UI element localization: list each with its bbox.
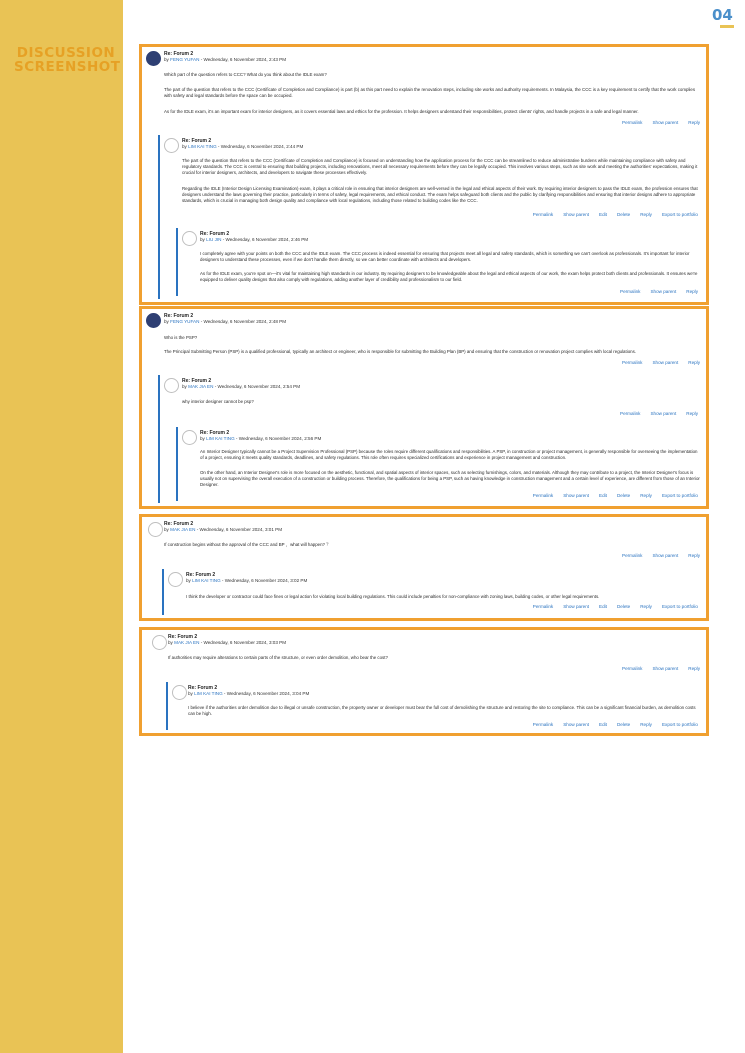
avatar xyxy=(182,430,197,445)
post-date: - Wednesday, 6 November 2024, 3:02 PM xyxy=(220,578,308,583)
post-title: Re: Forum 2 xyxy=(200,430,230,436)
delete-link[interactable]: Delete xyxy=(616,493,631,498)
by-label: by xyxy=(182,384,187,389)
post-date: - Wednesday, 6 November 2024, 2:48 PM xyxy=(199,319,287,324)
post-date: - Wednesday, 6 November 2024, 2:46 PM xyxy=(221,237,309,242)
author-link[interactable]: LIM KAI TING xyxy=(188,144,217,149)
avatar xyxy=(164,378,179,393)
post-mak-jia-en-303 xyxy=(142,630,706,733)
show-parent-link[interactable]: Show parent xyxy=(563,212,590,217)
post-actions xyxy=(523,212,698,218)
post-actions xyxy=(612,666,700,672)
permalink-link[interactable]: Permalink xyxy=(622,120,643,125)
reply-link[interactable]: Reply xyxy=(686,289,698,294)
side-title: DISCUSSION SCREENSHOT xyxy=(14,45,121,75)
show-parent-link[interactable]: Show parent xyxy=(650,411,677,416)
post-paragraph: If construction begins without the approval of the CCC and BP ，what will happen? ？ xyxy=(164,542,331,547)
author-link[interactable]: LIM KAI TING xyxy=(192,578,221,583)
post-byline xyxy=(200,436,321,442)
author-link[interactable]: LIM KAI TING xyxy=(194,691,223,696)
post-date: - Wednesday, 6 November 2024, 2:54 PM xyxy=(213,384,301,389)
avatar xyxy=(164,138,179,153)
post-byline xyxy=(164,527,282,533)
by-label: by xyxy=(186,578,191,583)
edit-link[interactable]: Edit xyxy=(599,722,607,727)
show-parent-link[interactable]: Show parent xyxy=(650,289,677,294)
post-byline xyxy=(200,237,308,243)
permalink-link[interactable]: Permalink xyxy=(532,493,554,498)
avatar xyxy=(148,522,163,537)
show-parent-link[interactable]: Show parent xyxy=(563,493,590,498)
avatar xyxy=(172,685,187,700)
export-to-portfolio-link[interactable]: Export to portfolio xyxy=(661,493,698,498)
by-label: by xyxy=(168,640,173,645)
post-paragraph: On the other hand, an Interior Designer's role is more focused on the aesthetic, functional, and spatial aspects of interior spaces, such as selecting furnishings, colors, and materials. Although they may contribute to a project, the Interior Designer's focus is usually not on supervising the overall execution of a construction or building process. Therefore, the qualifications for being a PSP, such as having knowledge in construction management and a certain level of experience, are different from those of an Interior Designer. xyxy=(200,470,700,488)
show-parent-link[interactable]: Show parent xyxy=(652,666,679,671)
show-parent-link[interactable]: Show parent xyxy=(652,360,679,365)
by-label: by xyxy=(164,319,169,324)
post-paragraph: The part of the question that refers to the CCC (Certificate of Completion and Compliance) is focused on understanding how the application process for the CCC can be streamlined to reduce administrative burdens while maintaining compliance with safety and regulatory standards. The CCC is central to ensuring that building projects, including renovations, meet all necessary requirements before they can be legally occupied. This involves various steps, such as site work and meeting the authorities' expectations, making it crucial for interior designers, architects, and developers to navigate these processes effectively. xyxy=(182,158,698,176)
permalink-link[interactable]: Permalink xyxy=(532,722,554,727)
post-liu-jin-246 xyxy=(176,228,702,296)
show-parent-link[interactable]: Show parent xyxy=(652,553,679,558)
reply-link[interactable]: Reply xyxy=(688,120,700,125)
post-title: Re: Forum 2 xyxy=(182,138,212,144)
show-parent-link[interactable]: Show parent xyxy=(563,722,590,727)
avatar xyxy=(152,635,167,650)
post-title: Re: Forum 2 xyxy=(200,231,230,237)
permalink-link[interactable]: Permalink xyxy=(532,604,554,609)
author-link[interactable]: LIU JIN xyxy=(206,237,222,242)
reply-link[interactable]: Reply xyxy=(640,212,652,217)
author-link[interactable]: LIM KAI TING xyxy=(206,436,235,441)
export-to-portfolio-link[interactable]: Export to portfolio xyxy=(661,604,698,609)
post-paragraph: If authorities may require alterations to certain parts of the structure, or even order demolition, who bear the cost? xyxy=(168,655,388,660)
by-label: by xyxy=(200,237,205,242)
avatar xyxy=(182,231,197,246)
by-label: by xyxy=(200,436,205,441)
post-feng-yufan-248 xyxy=(142,309,706,506)
post-title: Re: Forum 2 xyxy=(168,634,198,640)
post-byline xyxy=(168,640,286,646)
post-byline xyxy=(164,57,286,63)
post-actions xyxy=(612,553,700,559)
export-to-portfolio-link[interactable]: Export to portfolio xyxy=(661,212,698,217)
show-parent-link[interactable]: Show parent xyxy=(563,604,590,609)
post-actions xyxy=(610,289,698,295)
post-title: Re: Forum 2 xyxy=(164,51,194,57)
post-actions xyxy=(523,604,698,610)
post-lim-kai-ting-256 xyxy=(176,427,702,501)
reply-link[interactable]: Reply xyxy=(688,360,700,365)
by-label: by xyxy=(182,144,187,149)
post-actions xyxy=(523,493,698,499)
by-label: by xyxy=(164,57,169,62)
permalink-link[interactable]: Permalink xyxy=(622,666,643,671)
by-label: by xyxy=(188,691,193,696)
delete-link[interactable]: Delete xyxy=(616,604,631,609)
post-paragraph: I completely agree with your points on both the CCC and the IDLE exam. The CCC process is indeed essential for ensuring that projects meet all legal and safety standards, which is something we can't overlook as professionals. It's important for interior designers to understand these processes, even if we don't handle them directly, so we can better coordinate with architects and developers. xyxy=(200,251,690,263)
post-date: - Wednesday, 6 November 2024, 3:03 PM xyxy=(199,640,287,645)
permalink-link[interactable]: Permalink xyxy=(620,289,641,294)
reply-link[interactable]: Reply xyxy=(688,666,700,671)
post-actions xyxy=(612,120,700,126)
post-byline xyxy=(182,144,303,150)
edit-link[interactable]: Edit xyxy=(599,604,607,609)
post-title: Re: Forum 2 xyxy=(186,572,216,578)
reply-link[interactable]: Reply xyxy=(640,722,652,727)
post-paragraph: Regarding the IDLE (Interior Design Licensing Examination) exam, it plays a critical role in ensuring that interior designers are well-versed in the legal and ethical aspects of their work. By requiring interior designers to pass the IDLE exam, the profession ensures that designers understand the laws governing their practice, particularly in terms of safety, legal requirements, and ethical conduct. The exam helps safeguard both clients and the public by clarifying responsibilities and ensuring that interior designs adhere to appropriate standards, which is crucial in managing both design quality and compliance with local regulations, including those related to building codes like the CCC. xyxy=(182,186,698,204)
post-mak-jia-en-301 xyxy=(142,517,706,618)
post-actions xyxy=(612,360,700,366)
edit-link[interactable]: Edit xyxy=(599,212,607,217)
edit-link[interactable]: Edit xyxy=(599,493,607,498)
post-paragraph: I think the developer or contractor could face fines or legal action for violating local building regulations. This could include penalties for non-compliance with zoning laws, building codes, or other legal requirements. xyxy=(186,594,600,599)
author-link[interactable]: MAK JIA EN xyxy=(174,640,200,645)
avatar xyxy=(146,313,161,328)
reply-link[interactable]: Reply xyxy=(640,604,652,609)
post-feng-yufan-243 xyxy=(142,47,706,302)
post-byline xyxy=(182,384,300,390)
post-date: - Wednesday, 6 November 2024, 3:01 PM xyxy=(195,527,283,532)
author-link[interactable]: FENG YUFAN xyxy=(170,57,200,62)
avatar xyxy=(146,51,161,66)
side-panel xyxy=(0,0,123,1053)
post-paragraph: why interior designer cannot be psp? xyxy=(182,399,254,404)
author-link[interactable]: FENG YUFAN xyxy=(170,319,200,324)
post-paragraph: As for the IDLE exam, it's an important exam for interior designers, as it covers essential laws and ethics for the profession. It helps designers understand their responsibilities, protect clients' rights, and handle projects in a safe and legal manner. xyxy=(164,109,639,114)
post-mak-jia-en-254 xyxy=(158,375,702,503)
page-number-underline xyxy=(720,25,734,28)
post-title: Re: Forum 2 xyxy=(164,521,194,527)
reply-link[interactable]: Reply xyxy=(640,493,652,498)
post-date: - Wednesday, 6 November 2024, 2:56 PM xyxy=(234,436,322,441)
post-date: - Wednesday, 6 November 2024, 2:43 PM xyxy=(199,57,287,62)
post-paragraph: Which part of the question refers to CCC? What do you think about the IDLE exam? xyxy=(164,72,327,77)
export-to-portfolio-link[interactable]: Export to portfolio xyxy=(661,722,698,727)
show-parent-link[interactable]: Show parent xyxy=(652,120,679,125)
reply-link[interactable]: Reply xyxy=(686,411,698,416)
post-paragraph: As for the IDLE exam, you're spot on—it's vital for maintaining high standards in our industry. By requiring designers to be knowledgeable about the legal and ethical aspects of our work, the exam helps protect both clients and professionals. It ensures we're equipped to deliver quality designs that also comply with regulations, adding another layer of credibility and professionalism to our field. xyxy=(200,271,698,283)
permalink-link[interactable]: Permalink xyxy=(620,411,641,416)
post-paragraph: I believe if the authorities order demolition due to illegal or unsafe construction, the property owner or developer must bear the full cost of demolishing the structure and restoring the site to compliance. This can be a significant financial burden, as demolition costs can be high. xyxy=(188,705,696,717)
post-lim-kai-ting-304 xyxy=(166,682,702,730)
post-title: Re: Forum 2 xyxy=(164,313,194,319)
reply-link[interactable]: Reply xyxy=(688,553,700,558)
post-paragraph: Who is the PSP? xyxy=(164,335,198,340)
delete-link[interactable]: Delete xyxy=(616,722,631,727)
post-actions xyxy=(610,411,698,417)
permalink-link[interactable]: Permalink xyxy=(532,212,554,217)
post-date: - Wednesday, 6 November 2024, 2:44 PM xyxy=(216,144,304,149)
delete-link[interactable]: Delete xyxy=(616,212,631,217)
author-link[interactable]: MAK JIA EN xyxy=(188,384,214,389)
post-byline xyxy=(188,691,309,697)
post-byline xyxy=(164,319,286,325)
screenshot-frame-2 xyxy=(139,306,709,509)
screenshot-frame-3 xyxy=(139,514,709,621)
post-byline xyxy=(186,578,307,584)
by-label: by xyxy=(164,527,169,532)
post-lim-kai-ting-244 xyxy=(158,135,702,299)
screenshot-frame-1 xyxy=(139,44,709,305)
author-link[interactable]: MAK JIA EN xyxy=(170,527,196,532)
post-date: - Wednesday, 6 November 2024, 3:04 PM xyxy=(222,691,310,696)
post-title: Re: Forum 2 xyxy=(182,378,212,384)
post-title: Re: Forum 2 xyxy=(188,685,218,691)
post-lim-kai-ting-302 xyxy=(162,569,702,615)
avatar xyxy=(168,572,183,587)
post-paragraph: The part of the question that refers to the CCC (Certificate of Completion and Compliance) is part (b) as this part need to explain the renovation steps, including site works and authority requirements. In Malaysia, the CCC is a key requirement to certify that the work complies with safety and legal standards before the space can be occupied. xyxy=(164,87,696,99)
permalink-link[interactable]: Permalink xyxy=(622,553,643,558)
post-paragraph: An Interior Designer typically cannot be a Project Supervision Professional (PSP) because the roles require different qualifications and responsibilities. A PSP, in construction or project management, is generally responsible for overseeing the implementation of a project, ensuring it meets quality standards, deadlines, and safety regulations. This role often requires specialized certifications and experience in project management and construction. xyxy=(200,449,698,461)
post-paragraph: The Principal Submitting Person (PSP) is a qualified professional, typically an architect or engineer, who is responsible for submitting the Building Plan (BP) and ensuring that the construction or renovation project complies with local regulations. xyxy=(164,349,636,354)
page-number: 04 xyxy=(712,6,733,24)
post-actions xyxy=(523,722,698,728)
permalink-link[interactable]: Permalink xyxy=(622,360,643,365)
screenshot-frame-4 xyxy=(139,627,709,736)
